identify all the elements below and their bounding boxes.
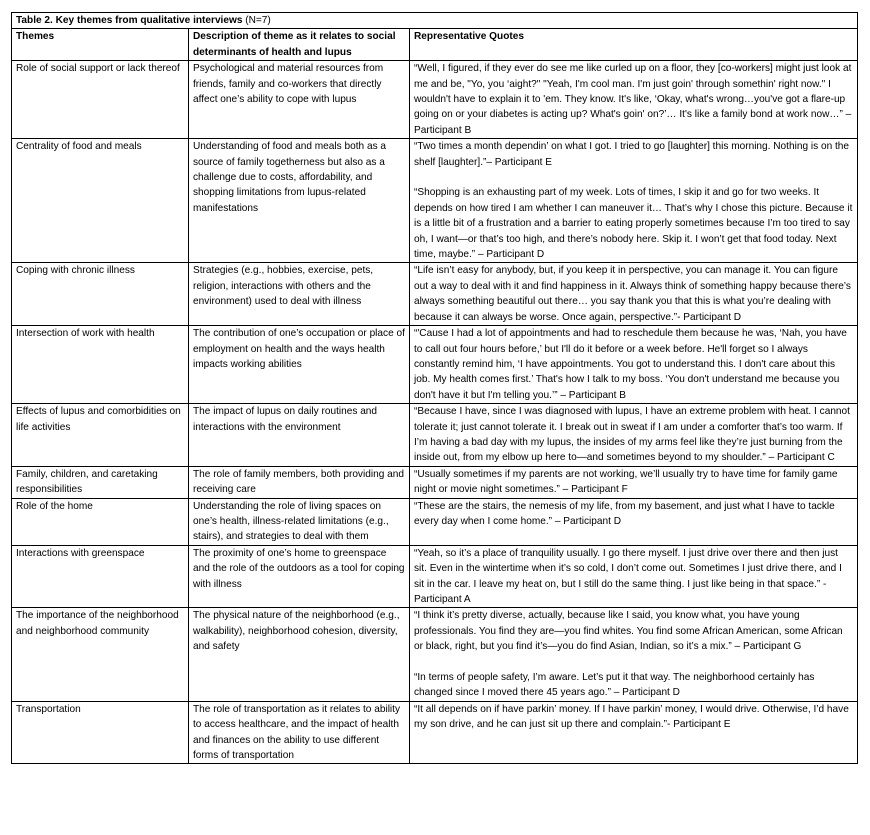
quote-text: “In terms of people safety, I’m aware. Let’s put it that way. The neighborhood certainly has changed since I moved there 45 years ago.” – Participant D (414, 672, 815, 699)
quotes-cell (410, 498, 858, 545)
quote-text: “Well, I figured, if they ever do see me like curled up on a floor, they [co-workers] might just look at me and be, "Yo, you ‘aight?" "Yeah, I'm cool man. I'm just goin' through somethin' right now." I wouldn't have to explain it to 'em. They know. It's like, ‘Okay, what's wrong…you've got a flare-up going on or your diabetes is acting up? What's goin' on?’… It's like a family bond at work now…” – Participant B (414, 63, 852, 136)
themes-table (11, 12, 858, 764)
table-row (12, 139, 858, 263)
quotes-cell (410, 466, 858, 498)
quote-text: “Yeah, so it’s a place of tranquility usually. I go there myself. I just drive over there and then just sit. Even in the wintertime when it’s so cold, I don’t come out. Sometimes I just drive there, and I sit in the car. I leave my heat on, but I still do the same thing. I just like being in that space.” - Participant A (414, 547, 842, 606)
table-row (12, 326, 858, 404)
theme-cell: Coping with chronic illness (12, 263, 189, 326)
theme-cell: Interactions with greenspace (12, 545, 189, 608)
quote-text: “Two times a month dependin’ on what I got. I tried to go [laughter] this morning. Nothing is on the shelf [laughter].”– Participant E (414, 141, 850, 168)
theme-cell: Intersection of work with health (12, 326, 189, 404)
description-cell: The proximity of one’s home to greenspace and the role of the outdoors as a tool for coping with illness (189, 545, 410, 608)
description-cell: Understanding the role of living spaces on one’s health, illness-related limitations (e.g., stairs), and strategies to deal with them (189, 498, 410, 545)
theme-cell: Role of social support or lack thereof (12, 61, 189, 139)
description-cell: Psychological and material resources from friends, family and co-workers that directly affect one’s ability to cope with lupus (189, 61, 410, 139)
description-cell: The contribution of one’s occupation or place of employment on health and the ways health impacts working abilities (189, 326, 410, 404)
quotes-cell (410, 404, 858, 467)
description-cell: The physical nature of the neighborhood (e.g., walkability), neighborhood cohesion, diversity, and safety (189, 608, 410, 701)
quotes-cell (410, 263, 858, 326)
quote-text: “'Cause I had a lot of appointments and had to reschedule them because he was, ‘Nah, you have to call out four hours before,’ but I'll do it before or a week before. He'll forget so I always constantly remind him, ‘I have appointments. You got to understand this. I don't care about this job. My health comes first.’ That's how I talk to my boss. ‘You don't understand me because you don't have it but I'm telling you.’” – Participant B (414, 328, 847, 401)
table-body (12, 61, 858, 764)
quote-spacer (414, 170, 853, 185)
quotes-cell (410, 326, 858, 404)
quote-text: “Shopping is an exhausting part of my week. Lots of times, I skip it and go for two weeks. It depends on how tired I am whether I can maneuver it… That’s why I chose this picture. Because it is a little bit of a frustration and a barrier to eating properly sometimes because I’m too tired to say oh, I want—or that’s too high, and there’s nobody here. Skip it. I won’t get that food today. Next time, maybe.” – Participant D (414, 187, 853, 261)
theme-cell: Transportation (12, 701, 189, 764)
quote-text: “It all depends on if have parkin’ money. If I have parkin’ money, I would drive. Otherwise, I’d have my son drive, and he can just sit up there and complain.”- Participant E (414, 703, 849, 731)
caption-sample-size: (N=7) (245, 15, 271, 26)
description-cell: The role of transportation as it relates to ability to access healthcare, and the impact of health and finances on the ability to use different forms of transportation (189, 701, 410, 764)
description-cell: Understanding of food and meals both as a source of family togetherness but also as a challenge due to costs, affordability, and shopping limitations from lupus-related manifestations (189, 139, 410, 263)
table-row (12, 466, 858, 498)
caption-title: Table 2. Key themes from qualitative interviews (16, 15, 243, 26)
table-row (12, 498, 858, 545)
quote-text: “Usually sometimes if my parents are not working, we’ll usually try to have time for family game night or movie night sometimes.” – Participant F (414, 468, 838, 496)
theme-cell: Role of the home (12, 498, 189, 545)
table-row (12, 263, 858, 326)
quote-text: “Because I have, since I was diagnosed with lupus, I have an extreme problem with heat. I cannot tolerate it; just cannot tolerate it. I break out in sweat if I am under a comforter that’s too warm. If I’m having a bad day with my lupus, the insides of my arms feel like they’re just burning from the inside out, from my elbow up here to—and sometimes beyond to my shoulder.” – Participant C (414, 406, 850, 464)
theme-cell: Effects of lupus and comorbidities on life activities (12, 404, 189, 467)
table-row (12, 545, 858, 608)
quote-text: “These are the stairs, the nemesis of my life, from my basement, and just what I have to tackle every day when I come home.” – Participant D (414, 500, 835, 527)
theme-cell: Centrality of food and meals (12, 139, 189, 263)
quotes-cell (410, 61, 858, 139)
quote-text: “I think it’s pretty diverse, actually, because like I said, you know what, you have young professionals. You find they are—you find whites. You find some African American, some African or black, right, but you find it’s—you do find Asian, Indian, so it’s a mix.” – Participant G (414, 610, 843, 653)
table-header-row (12, 29, 858, 61)
table-row (12, 61, 858, 139)
theme-cell: Family, children, and caretaking responsibilities (12, 466, 189, 498)
quotes-cell (410, 139, 858, 263)
table-row (12, 608, 858, 701)
header-quotes: Representative Quotes (410, 29, 858, 61)
description-cell: The impact of lupus on daily routines and interactions with the environment (189, 404, 410, 467)
table-row (12, 404, 858, 467)
quotes-cell (410, 608, 858, 701)
quotes-cell (410, 701, 858, 764)
header-themes: Themes (12, 29, 189, 61)
description-cell: Strategies (e.g., hobbies, exercise, pets, religion, interactions with others and the environment) used to deal with illness (189, 263, 410, 326)
quote-spacer (414, 655, 853, 670)
table-row (12, 701, 858, 764)
table-caption-row (12, 13, 858, 29)
quote-text: “Life isn’t easy for anybody, but, if you keep it in perspective, you can manage it. You can figure out a way to deal with it and find happiness in it. Always think of something happy because there’s always something beautiful out there… you say thank you that this is what you’re dealing with because it can always be worse. Once again, perspective.”- Participant D (414, 265, 851, 323)
description-cell: The role of family members, both providing and receiving care (189, 466, 410, 498)
themes-table-container (11, 12, 857, 764)
header-description: Description of theme as it relates to social determinants of health and lupus (189, 29, 410, 61)
theme-cell: The importance of the neighborhood and neighborhood community (12, 608, 189, 701)
quotes-cell (410, 545, 858, 608)
table-caption (12, 13, 858, 29)
